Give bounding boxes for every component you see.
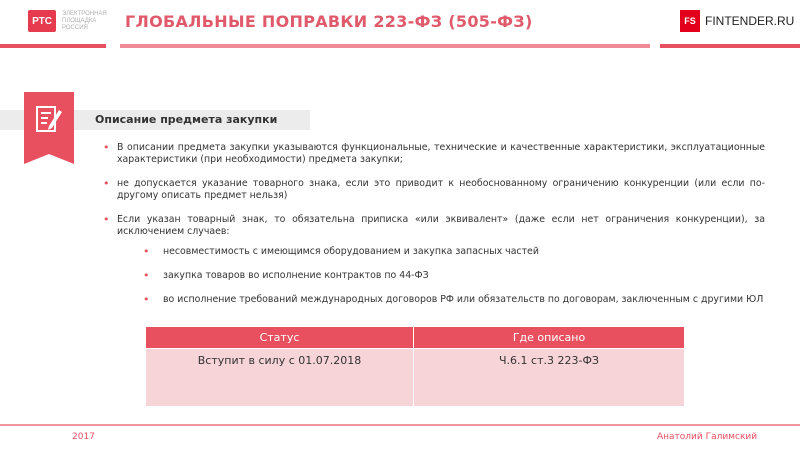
rts-logo-mark: РТС <box>28 10 56 32</box>
table-header-row <box>146 327 685 349</box>
fintender-logo <box>680 10 794 32</box>
header <box>0 0 800 50</box>
list-item: • В описании предмета закупки указываются функциональные, технические и качественные характеристики, эксплуатационные характеристики (при необходимости) предмета закупки; <box>103 142 765 166</box>
section-ribbon <box>24 92 74 154</box>
footer-year: 2017 <box>72 432 95 442</box>
header-divider-left <box>0 44 106 48</box>
page-title: ГЛОБАЛЬНЫЕ ПОПРАВКИ 223-ФЗ (505-ФЗ) <box>125 12 533 31</box>
header-divider-right <box>660 44 800 48</box>
table-row <box>146 349 685 407</box>
table-cell-location: Ч.6.1 ст.3 223-ФЗ <box>414 349 685 407</box>
rts-logo <box>28 10 122 32</box>
status-table <box>145 326 685 407</box>
footer-divider <box>0 424 800 426</box>
table-header-location: Где описано <box>414 327 685 349</box>
table-cell-status: Вступит в силу с 01.07.2018 <box>146 349 414 407</box>
sub-list-item: • несовместимость с имеющимся оборудованием и закупка запасных частей <box>143 246 765 258</box>
bullet-list <box>103 142 765 318</box>
rts-logo-text: ЭЛЕКТРОННАЯ ПЛОЩАДКА РОССИЯ <box>62 10 107 31</box>
fintender-logo-text: FINTENDER.RU <box>705 14 795 28</box>
footer-author: Анатолий Галимский <box>657 432 758 442</box>
section-title: Описание предмета закупки <box>95 113 278 126</box>
document-edit-icon <box>35 104 63 134</box>
list-item: • Если указан товарный знак, то обязательна приписка «или эквивалент» (даже если нет ограничения конкуренции), за исключением случаев: <box>103 214 765 238</box>
list-item: • не допускается указание товарного знака, если это приводит к необоснованному ограничению конкуренции (или если по-другому описать предмет нельзя) <box>103 178 765 202</box>
table-header-status: Статус <box>146 327 414 349</box>
sub-list-item: • закупка товаров во исполнение контрактов по 44-ФЗ <box>143 270 765 282</box>
header-divider-center <box>120 44 650 48</box>
sub-list-item: • во исполнение требований международных договоров РФ или обязательств по договорам, заключенным с другими ЮЛ <box>143 294 765 306</box>
fintender-logo-mark: FS <box>680 10 700 32</box>
